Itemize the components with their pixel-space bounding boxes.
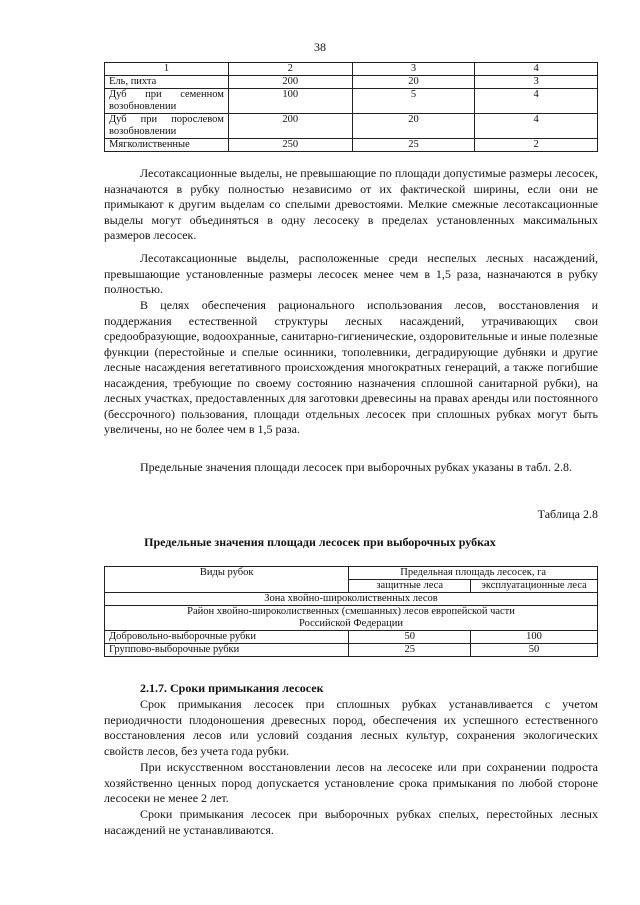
table-2-header-cell: Виды рубок — [105, 567, 349, 593]
table-1-cell: Ель, пихта — [105, 76, 229, 89]
body-paragraph: В целях обеспечения рационального использования лесов, восстановления и поддержания естественной структуры лесных насаждений, утрачивающих свои средообразующие, водоохранные, санитарно-гигиенические, оздоровительные и иные полезные функции (перестойные и спелые осинники, тополевники, деградирующие дубняки и другие лесные насаждения вегетативного происхождения многократных генераций, а также погибшие насаждения, требующие по своему состоянию назначения сплошной санитарной рубки), на лесных участках, предоставленных для заготовки древесины на правах аренды или постоянного (бессрочного) пользования, площади отдельных лесосек при сплошных рубках могут быть увеличены, но не более чем в 1,5 раза. — [104, 298, 598, 436]
table-1-cell: Мягколиственные — [105, 139, 229, 152]
table-1-cell: 200 — [228, 76, 352, 89]
table-1-header-cell: 3 — [352, 63, 475, 76]
table-1-header-row — [105, 63, 598, 76]
table-2-cell: 25 — [349, 644, 471, 657]
table-1-row — [105, 76, 598, 89]
table-number: Таблица 2.8 — [537, 507, 598, 521]
table-2-header-row — [105, 567, 598, 580]
table-1-cell: Дуб при порослевом возобновлении — [105, 114, 229, 139]
table-1-header-cell: 2 — [228, 63, 352, 76]
table-1-cell: 4 — [475, 114, 598, 139]
table-title: Предельные значения площади лесосек при выборочных рубках — [144, 535, 496, 549]
table-2-zone-cell: Зона хвойно-широколиственных лесов — [105, 593, 598, 606]
table-2-header-cell: Предельная площадь лесосек, га — [349, 567, 598, 580]
table-2-region-row — [105, 606, 598, 631]
section-heading: 2.1.7. Сроки примыкания лесосек — [140, 681, 324, 695]
table-2-row — [105, 644, 598, 657]
body-paragraph: Лесотаксационные выделы, не превышающие по площади допустимые размеры лесосек, назначаются в рубку полностью независимо от их фактической ширины, если они не примыкают к другим выделам со спелыми древостоями. Мелкие смежные лесотаксационные выделы могут объединяться в одну лесосеку в пределах установленных максимальных размеров лесосек. — [104, 166, 598, 242]
table-1-cell: 100 — [228, 89, 352, 114]
table-1-row — [105, 114, 598, 139]
table-1-row — [105, 89, 598, 114]
table-1-cell: 250 — [228, 139, 352, 152]
table-1-cell: 3 — [475, 76, 598, 89]
table-1-cell: 5 — [352, 89, 475, 114]
table-1-row — [105, 139, 598, 152]
body-paragraph: Предельные значения площади лесосек при выборочных рубках указаны в табл. 2.8. — [140, 460, 572, 474]
table-2-header-cell: эксплуатационные леса — [471, 580, 598, 593]
table-1-cell: 20 — [352, 114, 475, 139]
table-1-cell: 25 — [352, 139, 475, 152]
table-2-region-cell: Район хвойно-широколиственных (смешанных) лесов европейской части Российской Федерации — [105, 606, 598, 631]
table-1 — [104, 62, 598, 152]
table-1-cell: Дуб при семенном возобновлении — [105, 89, 229, 114]
table-2-zone-row — [105, 593, 598, 606]
table-2-header-cell: защитные леса — [349, 580, 471, 593]
table-1-cell: 2 — [475, 139, 598, 152]
table-2-row — [105, 631, 598, 644]
page-number: 38 — [314, 40, 326, 54]
table-1-cell: 20 — [352, 76, 475, 89]
table-1-cell: 4 — [475, 89, 598, 114]
table-2 — [104, 566, 598, 657]
section-paragraph: Сроки примыкания лесосек при выборочных рубках спелых, перестойных лесных насаждений не устанавливаются. — [104, 807, 598, 837]
table-1-header-cell: 1 — [105, 63, 229, 76]
table-2-cell: 50 — [349, 631, 471, 644]
section-paragraph: При искусственном восстановлении лесов на лесосеке или при сохранении подроста хозяйственно ценных пород допускается установление срока примыкания по любой стороне лесосеки не менее 2 лет. — [104, 760, 598, 805]
body-paragraph: Лесотаксационные выделы, расположенные среди неспелых лесных насаждений, превышающие установленные размеры лесосек менее чем в 1,5 раза, назначаются в рубку полностью. — [104, 251, 598, 296]
section-paragraph: Срок примыкания лесосек при сплошных рубках устанавливается с учетом периодичности плодоношения древесных пород, обеспечения их успешного естественного восстановления лесов или условий создания лесных культур, сохранения экологических свойств лесов, без учета года рубки. — [104, 697, 598, 758]
table-1-cell: 200 — [228, 114, 352, 139]
table-2-cell: 100 — [471, 631, 598, 644]
table-2-cell: 50 — [471, 644, 598, 657]
table-2-cell: Добровольно-выборочные рубки — [105, 631, 349, 644]
table-1-header-cell: 4 — [475, 63, 598, 76]
table-2-cell: Группово-выборочные рубки — [105, 644, 349, 657]
